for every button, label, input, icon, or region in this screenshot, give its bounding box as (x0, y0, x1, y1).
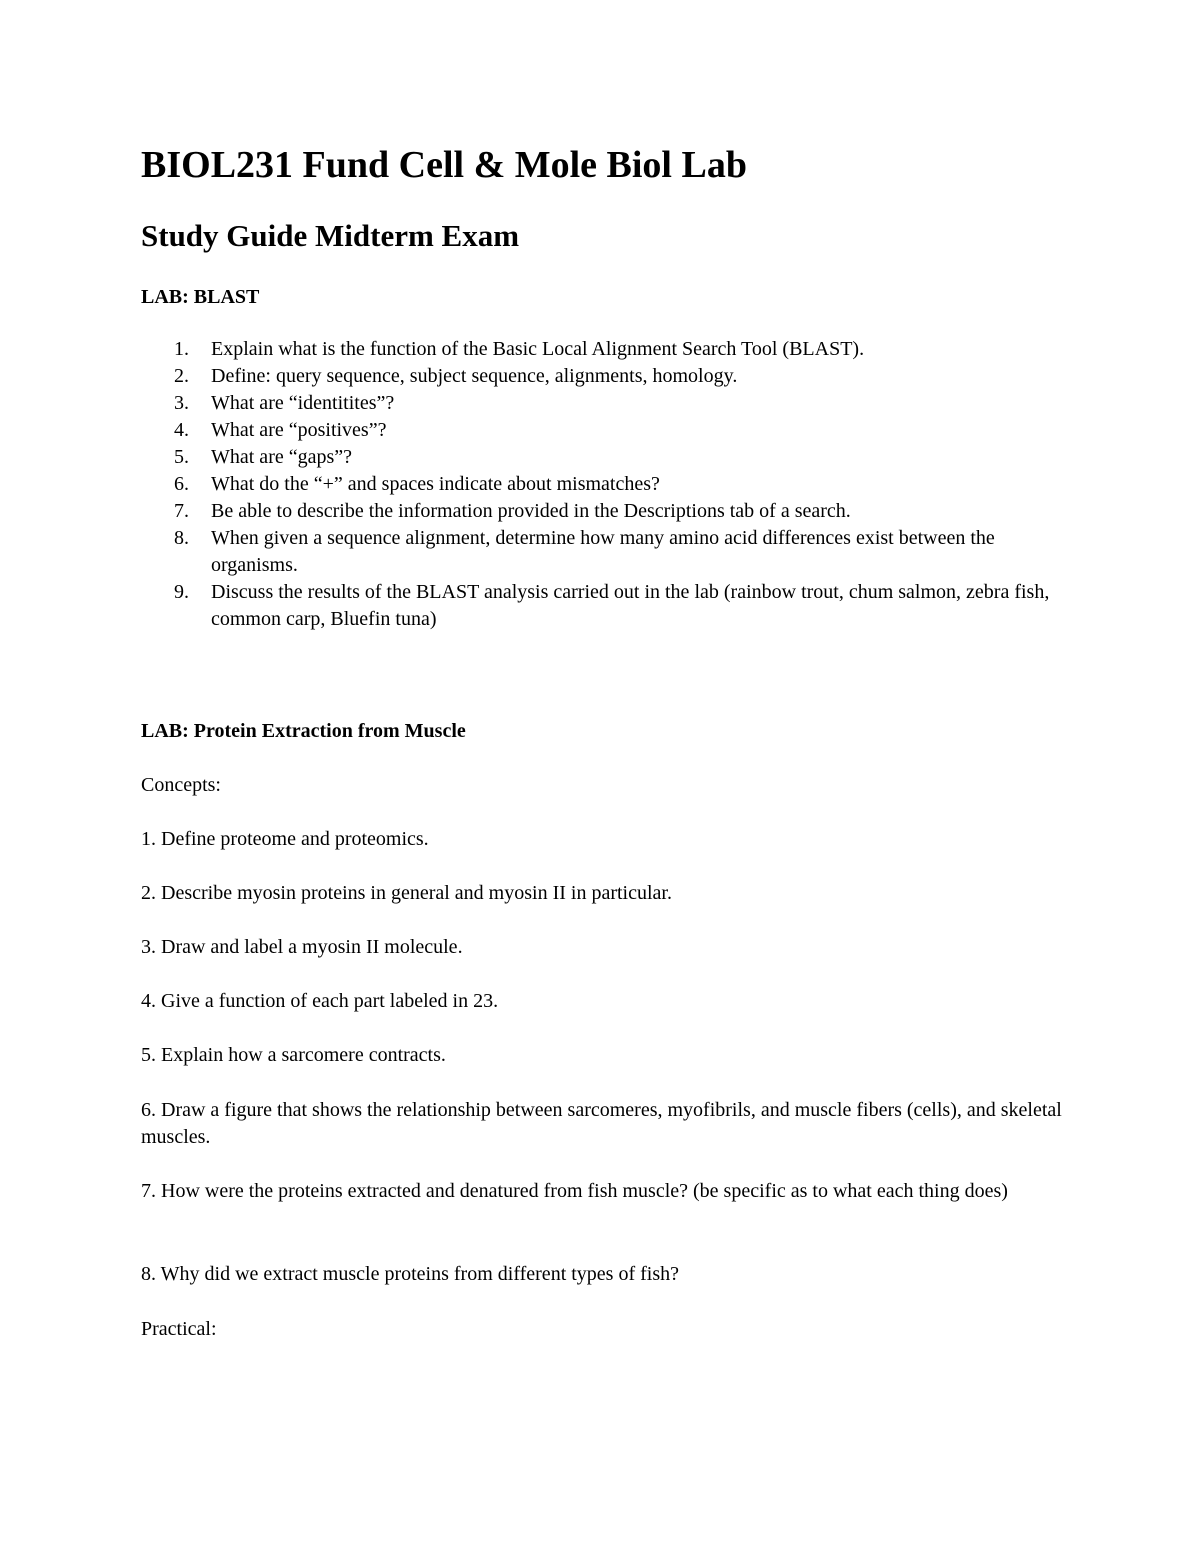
section-heading-protein-extraction: LAB: Protein Extraction from Muscle (141, 720, 466, 742)
list-item: 6. What do the “+” and spaces indicate about mismatches? (174, 473, 660, 495)
document-title: BIOL231 Fund Cell & Mole Biol Lab (141, 144, 747, 186)
document-subtitle: Study Guide Midterm Exam (141, 218, 520, 253)
list-item: 9. Discuss the results of the BLAST analysis carried out in the lab (rainbow trout, chum salmon, zebra fish, common carp, Bluefin tuna) (174, 581, 1050, 630)
list-item: 2. Describe myosin proteins in general and myosin II in particular. (141, 882, 672, 904)
list-item: 6. Draw a figure that shows the relationship between sarcomeres, myofibrils, and muscle fibers (cells), and skeletal muscles. (141, 1099, 1062, 1148)
list-item: 4. What are “positives”? (174, 419, 387, 441)
list-item: 1. Define proteome and proteomics. (141, 828, 429, 850)
list-item: 5. Explain how a sarcomere contracts. (141, 1044, 446, 1066)
list-item: 8. When given a sequence alignment, determine how many amino acid differences exist between the organisms. (174, 527, 995, 576)
list-item: 1. Explain what is the function of the Basic Local Alignment Search Tool (BLAST). (174, 338, 865, 360)
concepts-label: Concepts: (141, 774, 221, 796)
list-item: 3. What are “identitites”? (174, 392, 395, 414)
list-item: 4. Give a function of each part labeled in 23. (141, 990, 499, 1012)
list-item: 5. What are “gaps”? (174, 446, 353, 468)
list-item: 7. How were the proteins extracted and denatured from fish muscle? (be specific as to what each thing does) (141, 1180, 1008, 1202)
practical-label: Practical: (141, 1318, 217, 1340)
list-item: 8. Why did we extract muscle proteins from different types of fish? (141, 1263, 679, 1285)
list-item: 3. Draw and label a myosin II molecule. (141, 936, 463, 958)
list-item: 7. Be able to describe the information provided in the Descriptions tab of a search. (174, 500, 851, 522)
list-item: 2. Define: query sequence, subject sequence, alignments, homology. (174, 365, 738, 387)
blast-question-list (0, 336, 1200, 633)
section-heading-blast: LAB: BLAST (141, 286, 260, 308)
